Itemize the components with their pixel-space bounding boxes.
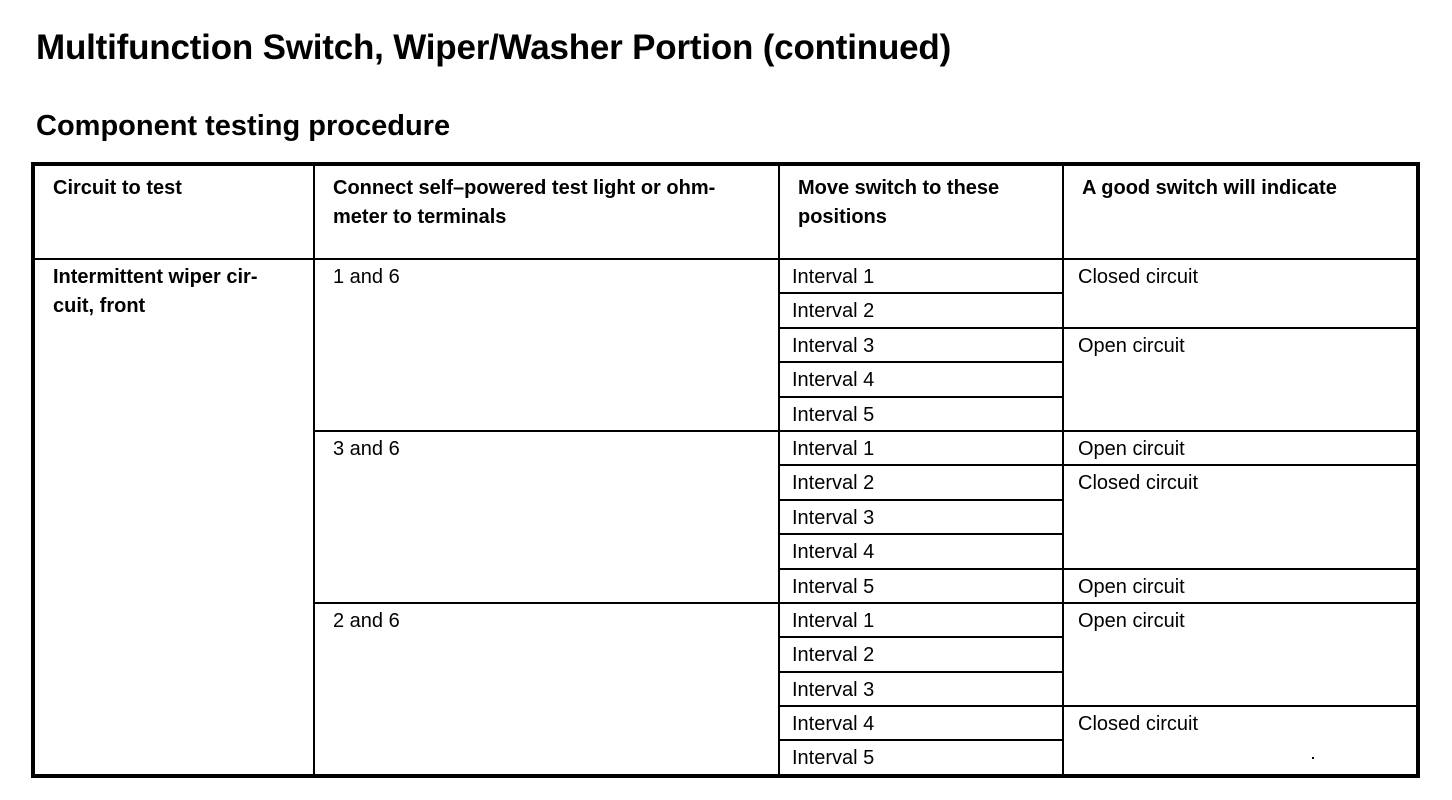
result-cell: Closed circuit — [1063, 706, 1418, 776]
position-cell: Interval 5 — [779, 569, 1063, 603]
position-cell: Interval 2 — [779, 637, 1063, 671]
page-title: Multifunction Switch, Wiper/Washer Portion (continued) — [36, 28, 952, 67]
table-row — [33, 259, 1418, 293]
scan-speck — [1312, 757, 1314, 759]
terminals-cell: 3 and 6 — [314, 431, 779, 603]
position-cell: Interval 5 — [779, 397, 1063, 431]
position-cell: Interval 2 — [779, 293, 1063, 327]
section-title: Component testing procedure — [36, 110, 451, 142]
header-connect-terminals: Connect self–powered test light or ohm- meter to terminals — [314, 164, 779, 259]
header-circuit-to-test: Circuit to test — [33, 164, 314, 259]
result-cell: Closed circuit — [1063, 465, 1418, 568]
position-cell: Interval 3 — [779, 328, 1063, 362]
result-cell: Open circuit — [1063, 431, 1418, 465]
position-cell: Interval 4 — [779, 706, 1063, 740]
position-cell: Interval 1 — [779, 603, 1063, 637]
result-cell: Closed circuit — [1063, 259, 1418, 328]
position-cell: Interval 5 — [779, 740, 1063, 776]
terminals-cell: 2 and 6 — [314, 603, 779, 776]
testing-procedure-table — [31, 162, 1420, 778]
position-cell: Interval 2 — [779, 465, 1063, 499]
position-cell: Interval 1 — [779, 259, 1063, 293]
position-cell: Interval 4 — [779, 362, 1063, 396]
terminals-cell: 1 and 6 — [314, 259, 779, 431]
position-cell: Interval 3 — [779, 672, 1063, 706]
position-cell: Interval 4 — [779, 534, 1063, 568]
circuit-cell: Intermittent wiper cir- cuit, front — [33, 259, 314, 776]
result-cell: Open circuit — [1063, 569, 1418, 603]
position-cell: Interval 1 — [779, 431, 1063, 465]
position-cell: Interval 3 — [779, 500, 1063, 534]
header-good-switch-indicates: A good switch will indicate — [1063, 164, 1418, 259]
result-cell: Open circuit — [1063, 603, 1418, 706]
header-switch-positions: Move switch to these positions — [779, 164, 1063, 259]
result-cell: Open circuit — [1063, 328, 1418, 431]
table-header-row — [33, 164, 1418, 259]
